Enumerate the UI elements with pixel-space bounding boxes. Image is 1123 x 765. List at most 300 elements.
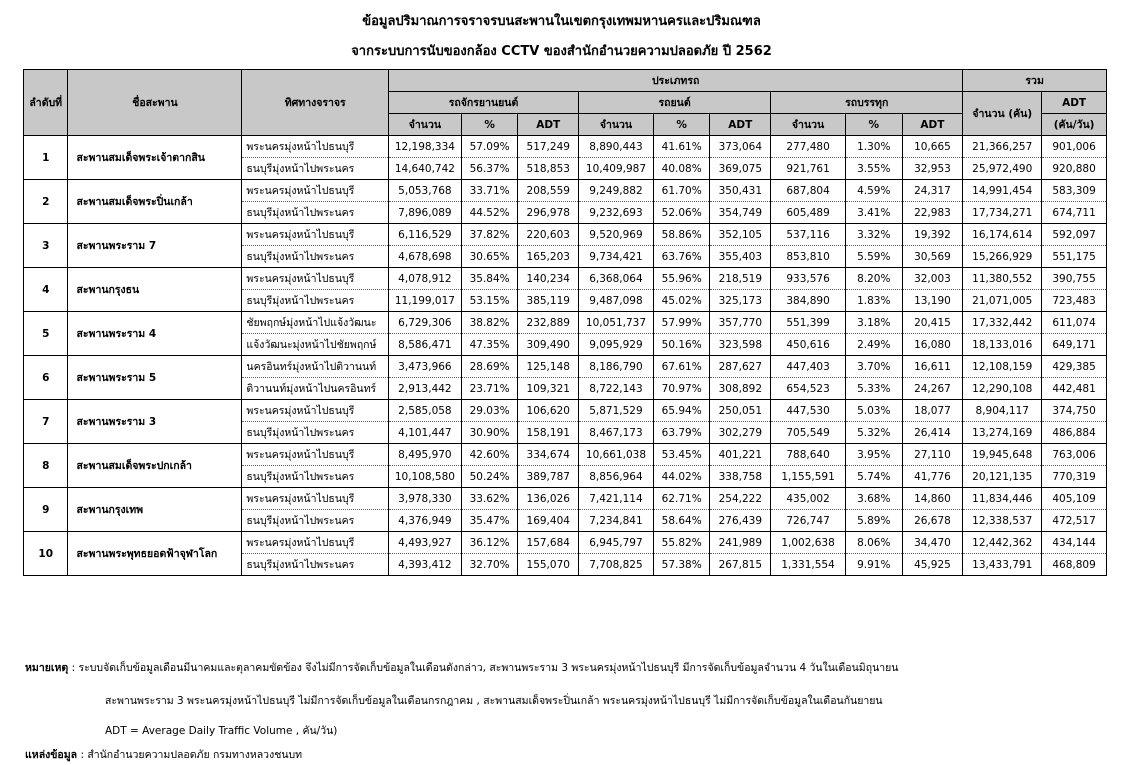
cell-c-pct: 65.94%: [653, 400, 710, 422]
cell-dir: ธนบุรีมุ่งหน้าไปพระนคร: [242, 246, 389, 268]
cell-total: 18,133,016: [963, 334, 1042, 356]
cell-m-pct: 37.82%: [461, 224, 518, 246]
cell-t-adt: 32,953: [902, 158, 963, 180]
cell-m-count: 6,116,529: [389, 224, 462, 246]
cell-c-count: 9,095,929: [579, 334, 654, 356]
cell-t-count: 551,399: [771, 312, 846, 334]
cell-t-pct: 5.74%: [845, 466, 902, 488]
cell-t-pct: 3.95%: [845, 444, 902, 466]
cell-m-adt: 165,203: [518, 246, 579, 268]
table-row: [24, 268, 1107, 290]
cell-t-pct: 5.89%: [845, 510, 902, 532]
cell-c-count: 8,856,964: [579, 466, 654, 488]
cell-c-count: 7,708,825: [579, 554, 654, 576]
cell-m-count: 2,913,442: [389, 378, 462, 400]
cell-t-adt: 24,317: [902, 180, 963, 202]
cell-m-count: 7,896,089: [389, 202, 462, 224]
cell-t-adt: 13,190: [902, 290, 963, 312]
cell-m-adt: 106,620: [518, 400, 579, 422]
cell-m-pct: 30.90%: [461, 422, 518, 444]
cell-t-adt: 16,611: [902, 356, 963, 378]
cell-m-count: 11,199,017: [389, 290, 462, 312]
cell-dir: พระนครมุ่งหน้าไปธนบุรี: [242, 532, 389, 554]
cell-adt: 429,385: [1042, 356, 1107, 378]
cell-t-pct: 5.32%: [845, 422, 902, 444]
cell-t-count: 1,331,554: [771, 554, 846, 576]
cell-m-count: 5,053,768: [389, 180, 462, 202]
table-row: [24, 444, 1107, 466]
cell-total: 21,366,257: [963, 136, 1042, 158]
cell-adt: 486,884: [1042, 422, 1107, 444]
cell-total: 12,338,537: [963, 510, 1042, 532]
cell-adt: 551,175: [1042, 246, 1107, 268]
cell-dir: พระนครมุ่งหน้าไปธนบุรี: [242, 400, 389, 422]
row-number: 10: [24, 532, 68, 576]
cell-total: 17,734,271: [963, 202, 1042, 224]
cell-m-count: 8,586,471: [389, 334, 462, 356]
cell-m-adt: 158,191: [518, 422, 579, 444]
cell-adt: 592,097: [1042, 224, 1107, 246]
cell-dir: นครอินทร์มุ่งหน้าไปติวานนท์: [242, 356, 389, 378]
bridge-name: สะพานพระราม 7: [68, 224, 242, 268]
cell-dir: พระนครมุ่งหน้าไปธนบุรี: [242, 444, 389, 466]
cell-c-pct: 57.38%: [653, 554, 710, 576]
cell-t-adt: 32,003: [902, 268, 963, 290]
note-label: หมายเหตุ: [25, 662, 69, 674]
cell-c-adt: 254,222: [710, 488, 771, 510]
cell-c-count: 7,421,114: [579, 488, 654, 510]
cell-c-pct: 44.02%: [653, 466, 710, 488]
cell-dir: พระนครมุ่งหน้าไปธนบุรี: [242, 268, 389, 290]
cell-t-adt: 26,678: [902, 510, 963, 532]
cell-c-pct: 41.61%: [653, 136, 710, 158]
cell-m-adt: 518,853: [518, 158, 579, 180]
cell-t-count: 450,616: [771, 334, 846, 356]
cell-t-adt: 45,925: [902, 554, 963, 576]
cell-m-pct: 30.65%: [461, 246, 518, 268]
cell-c-count: 6,945,797: [579, 532, 654, 554]
cell-c-adt: 338,758: [710, 466, 771, 488]
cell-m-count: 6,729,306: [389, 312, 462, 334]
cell-m-count: 3,978,330: [389, 488, 462, 510]
cell-c-adt: 401,221: [710, 444, 771, 466]
cell-t-count: 1,155,591: [771, 466, 846, 488]
row-number: 5: [24, 312, 68, 356]
cell-m-adt: 296,978: [518, 202, 579, 224]
cell-t-adt: 20,415: [902, 312, 963, 334]
cell-adt: 405,109: [1042, 488, 1107, 510]
header-t-count: จำนวน: [771, 114, 846, 136]
cell-t-adt: 27,110: [902, 444, 963, 466]
cell-m-adt: 517,249: [518, 136, 579, 158]
cell-adt: 472,517: [1042, 510, 1107, 532]
row-number: 9: [24, 488, 68, 532]
cell-adt: 390,755: [1042, 268, 1107, 290]
cell-t-count: 853,810: [771, 246, 846, 268]
cell-t-adt: 18,077: [902, 400, 963, 422]
bridge-name: สะพานพระราม 3: [68, 400, 242, 444]
cell-t-pct: 8.20%: [845, 268, 902, 290]
cell-adt: 901,006: [1042, 136, 1107, 158]
header-c-adt: ADT: [710, 114, 771, 136]
cell-c-count: 5,871,529: [579, 400, 654, 422]
cell-m-pct: 32.70%: [461, 554, 518, 576]
cell-adt: 723,483: [1042, 290, 1107, 312]
header-m-percent: %: [461, 114, 518, 136]
cell-dir: ติวานนท์มุ่งหน้าไปนครอินทร์: [242, 378, 389, 400]
cell-adt: 920,880: [1042, 158, 1107, 180]
cell-c-pct: 58.86%: [653, 224, 710, 246]
cell-t-adt: 16,080: [902, 334, 963, 356]
cell-c-pct: 67.61%: [653, 356, 710, 378]
cell-t-pct: 3.70%: [845, 356, 902, 378]
cell-c-count: 8,722,143: [579, 378, 654, 400]
cell-c-adt: 373,064: [710, 136, 771, 158]
cell-t-adt: 34,470: [902, 532, 963, 554]
cell-c-adt: 354,749: [710, 202, 771, 224]
cell-dir: พระนครมุ่งหน้าไปธนบุรี: [242, 488, 389, 510]
cell-m-adt: 169,404: [518, 510, 579, 532]
header-bridge: ชื่อสะพาน: [68, 70, 242, 136]
cell-m-count: 14,640,742: [389, 158, 462, 180]
cell-m-pct: 29.03%: [461, 400, 518, 422]
cell-c-pct: 63.79%: [653, 422, 710, 444]
cell-c-pct: 57.99%: [653, 312, 710, 334]
header-total-adt: ADT: [1042, 92, 1107, 114]
cell-t-count: 277,480: [771, 136, 846, 158]
cell-t-count: 447,530: [771, 400, 846, 422]
cell-m-count: 4,376,949: [389, 510, 462, 532]
cell-c-count: 6,368,064: [579, 268, 654, 290]
cell-c-adt: 308,892: [710, 378, 771, 400]
cell-t-count: 605,489: [771, 202, 846, 224]
cell-t-count: 1,002,638: [771, 532, 846, 554]
cell-t-count: 654,523: [771, 378, 846, 400]
cell-c-adt: 250,051: [710, 400, 771, 422]
cell-adt: 374,750: [1042, 400, 1107, 422]
cell-m-pct: 53.15%: [461, 290, 518, 312]
cell-m-pct: 33.71%: [461, 180, 518, 202]
cell-total: 19,945,648: [963, 444, 1042, 466]
note-line-2: สะพานพระราม 3 พระนครมุ่งหน้าไปธนบุรี ไม่มีการจัดเก็บข้อมูลในเดือนกรกฎาคม , สะพานสมเด็จพระปิ่นเกล้า พระนครมุ่งหน้าไปธนบุรี ไม่มีการจัดเก็บข้อมูลในเดือนกันยายน: [105, 695, 883, 707]
cell-dir: พระนครมุ่งหน้าไปธนบุรี: [242, 136, 389, 158]
cell-t-pct: 5.59%: [845, 246, 902, 268]
cell-m-adt: 389,787: [518, 466, 579, 488]
cell-t-count: 726,747: [771, 510, 846, 532]
cell-m-pct: 56.37%: [461, 158, 518, 180]
cell-c-count: 9,734,421: [579, 246, 654, 268]
cell-m-count: 4,393,412: [389, 554, 462, 576]
cell-m-pct: 35.84%: [461, 268, 518, 290]
cell-total: 12,108,159: [963, 356, 1042, 378]
cell-m-count: 4,078,912: [389, 268, 462, 290]
cell-m-count: 8,495,970: [389, 444, 462, 466]
cell-dir: ชัยพฤกษ์มุ่งหน้าไปแจ้งวัฒนะ: [242, 312, 389, 334]
header-truck: รถบรรทุก: [771, 92, 963, 114]
cell-adt: 583,309: [1042, 180, 1107, 202]
cell-c-count: 10,409,987: [579, 158, 654, 180]
header-motorcycle: รถจักรยานยนต์: [389, 92, 579, 114]
cell-total: 11,380,552: [963, 268, 1042, 290]
cell-total: 16,174,614: [963, 224, 1042, 246]
cell-c-count: 8,186,790: [579, 356, 654, 378]
cell-c-pct: 50.16%: [653, 334, 710, 356]
header-m-adt: ADT: [518, 114, 579, 136]
cell-total: 12,442,362: [963, 532, 1042, 554]
cell-c-count: 9,232,693: [579, 202, 654, 224]
cell-t-pct: 1.30%: [845, 136, 902, 158]
row-number: 6: [24, 356, 68, 400]
cell-c-pct: 55.96%: [653, 268, 710, 290]
cell-dir: ธนบุรีมุ่งหน้าไปพระนคร: [242, 466, 389, 488]
cell-total: 8,904,117: [963, 400, 1042, 422]
cell-m-adt: 208,559: [518, 180, 579, 202]
cell-m-adt: 220,603: [518, 224, 579, 246]
row-number: 7: [24, 400, 68, 444]
cell-c-count: 10,051,737: [579, 312, 654, 334]
bridge-name: สะพานพระราม 5: [68, 356, 242, 400]
cell-adt: 763,006: [1042, 444, 1107, 466]
cell-t-pct: 1.83%: [845, 290, 902, 312]
cell-c-adt: 355,403: [710, 246, 771, 268]
cell-dir: ธนบุรีมุ่งหน้าไปพระนคร: [242, 510, 389, 532]
source-line: [25, 746, 302, 763]
cell-t-adt: 30,569: [902, 246, 963, 268]
cell-t-count: 687,804: [771, 180, 846, 202]
bridge-name: สะพานพระราม 4: [68, 312, 242, 356]
cell-c-pct: 55.82%: [653, 532, 710, 554]
header-car: รถยนต์: [579, 92, 771, 114]
cell-m-pct: 28.69%: [461, 356, 518, 378]
cell-m-pct: 33.62%: [461, 488, 518, 510]
cell-total: 11,834,446: [963, 488, 1042, 510]
header-t-adt: ADT: [902, 114, 963, 136]
table-row: [24, 488, 1107, 510]
cell-m-adt: 232,889: [518, 312, 579, 334]
row-number: 1: [24, 136, 68, 180]
note-line-3: ADT = Average Daily Traffic Volume , คัน/วัน): [105, 725, 338, 737]
cell-dir: พระนครมุ่งหน้าไปธนบุรี: [242, 224, 389, 246]
cell-t-count: 537,116: [771, 224, 846, 246]
cell-t-adt: 22,983: [902, 202, 963, 224]
cell-c-count: 9,520,969: [579, 224, 654, 246]
cell-dir: พระนครมุ่งหน้าไปธนบุรี: [242, 180, 389, 202]
cell-t-count: 788,640: [771, 444, 846, 466]
table-header: [24, 70, 1107, 136]
note-line-1: [25, 659, 898, 676]
cell-c-adt: 267,815: [710, 554, 771, 576]
cell-c-pct: 58.64%: [653, 510, 710, 532]
cell-t-count: 447,403: [771, 356, 846, 378]
cell-t-pct: 8.06%: [845, 532, 902, 554]
cell-m-pct: 42.60%: [461, 444, 518, 466]
cell-c-count: 9,487,098: [579, 290, 654, 312]
cell-t-pct: 3.18%: [845, 312, 902, 334]
cell-adt: 649,171: [1042, 334, 1107, 356]
cell-m-count: 4,678,698: [389, 246, 462, 268]
note-text-1: : ระบบจัดเก็บข้อมูลเดือนมีนาคมและตุลาคมขัดข้อง จึงไม่มีการจัดเก็บข้อมูลในเดือนดังกล่าว, สะพานพระราม 3 พระนครมุ่งหน้าไปธนบุรี มีการจัดเก็บข้อมูลจำนวน 4 วันในเดือนมิถุนายน: [71, 662, 899, 674]
cell-c-pct: 62.71%: [653, 488, 710, 510]
cell-m-adt: 125,148: [518, 356, 579, 378]
cell-m-pct: 47.35%: [461, 334, 518, 356]
bridge-name: สะพานสมเด็จพระเจ้าตากสิน: [68, 136, 242, 180]
cell-dir: ธนบุรีมุ่งหน้าไปพระนคร: [242, 290, 389, 312]
cell-c-adt: 357,770: [710, 312, 771, 334]
traffic-table: [23, 69, 1107, 576]
header-c-percent: %: [653, 114, 710, 136]
cell-t-count: 384,890: [771, 290, 846, 312]
header-c-count: จำนวน: [579, 114, 654, 136]
cell-t-pct: 2.49%: [845, 334, 902, 356]
header-total-adt-unit: (คัน/วัน): [1042, 114, 1107, 136]
cell-c-pct: 53.45%: [653, 444, 710, 466]
cell-m-adt: 385,119: [518, 290, 579, 312]
cell-m-count: 12,198,334: [389, 136, 462, 158]
bridge-name: สะพานสมเด็จพระปิ่นเกล้า: [68, 180, 242, 224]
cell-t-pct: 4.59%: [845, 180, 902, 202]
cell-adt: 611,074: [1042, 312, 1107, 334]
cell-total: 15,266,929: [963, 246, 1042, 268]
cell-t-adt: 10,665: [902, 136, 963, 158]
cell-m-count: 3,473,966: [389, 356, 462, 378]
cell-m-count: 2,585,058: [389, 400, 462, 422]
cell-total: 12,290,108: [963, 378, 1042, 400]
cell-m-adt: 136,026: [518, 488, 579, 510]
cell-c-count: 8,890,443: [579, 136, 654, 158]
cell-t-pct: 3.68%: [845, 488, 902, 510]
bridge-name: สะพานกรุงธน: [68, 268, 242, 312]
cell-total: 14,991,454: [963, 180, 1042, 202]
cell-m-adt: 157,684: [518, 532, 579, 554]
cell-c-adt: 352,105: [710, 224, 771, 246]
cell-t-count: 921,761: [771, 158, 846, 180]
cell-total: 13,433,791: [963, 554, 1042, 576]
row-number: 3: [24, 224, 68, 268]
cell-c-adt: 287,627: [710, 356, 771, 378]
cell-total: 21,071,005: [963, 290, 1042, 312]
cell-c-adt: 369,075: [710, 158, 771, 180]
cell-adt: 770,319: [1042, 466, 1107, 488]
cell-t-count: 933,576: [771, 268, 846, 290]
cell-m-pct: 44.52%: [461, 202, 518, 224]
cell-t-pct: 5.33%: [845, 378, 902, 400]
table-row: [24, 532, 1107, 554]
cell-t-adt: 41,776: [902, 466, 963, 488]
cell-adt: 468,809: [1042, 554, 1107, 576]
header-direction: ทิศทางจราจร: [242, 70, 389, 136]
bridge-name: สะพานสมเด็จพระปกเกล้า: [68, 444, 242, 488]
header-no: ลำดับที่: [24, 70, 68, 136]
cell-m-count: 4,101,447: [389, 422, 462, 444]
table-row: [24, 180, 1107, 202]
cell-m-pct: 36.12%: [461, 532, 518, 554]
row-number: 8: [24, 444, 68, 488]
source-label: แหล่งข้อมูล: [25, 749, 78, 761]
header-m-count: จำนวน: [389, 114, 462, 136]
table-row: [24, 224, 1107, 246]
cell-m-pct: 57.09%: [461, 136, 518, 158]
row-number: 2: [24, 180, 68, 224]
cell-c-pct: 61.70%: [653, 180, 710, 202]
cell-total: 17,332,442: [963, 312, 1042, 334]
cell-t-pct: 3.55%: [845, 158, 902, 180]
cell-m-pct: 23.71%: [461, 378, 518, 400]
cell-adt: 674,711: [1042, 202, 1107, 224]
cell-c-pct: 45.02%: [653, 290, 710, 312]
cell-m-adt: 109,321: [518, 378, 579, 400]
cell-t-pct: 3.41%: [845, 202, 902, 224]
table-body: [24, 136, 1107, 576]
table-row: [24, 136, 1107, 158]
cell-t-adt: 26,414: [902, 422, 963, 444]
cell-t-pct: 9.91%: [845, 554, 902, 576]
cell-c-count: 9,249,882: [579, 180, 654, 202]
cell-adt: 442,481: [1042, 378, 1107, 400]
cell-m-adt: 309,490: [518, 334, 579, 356]
table-row: [24, 312, 1107, 334]
page-title: ข้อมูลปริมาณการจราจรบนสะพานในเขตกรุงเทพมหานครและปริมณฑล: [362, 14, 761, 29]
source-text: : สำนักอำนวยความปลอดภัย กรมทางหลวงชนบท: [80, 749, 303, 761]
cell-total: 20,121,135: [963, 466, 1042, 488]
cell-m-pct: 35.47%: [461, 510, 518, 532]
header-total: รวม: [963, 70, 1107, 92]
cell-adt: 434,144: [1042, 532, 1107, 554]
cell-dir: ธนบุรีมุ่งหน้าไปพระนคร: [242, 422, 389, 444]
cell-c-count: 10,661,038: [579, 444, 654, 466]
cell-total: 13,274,169: [963, 422, 1042, 444]
cell-c-pct: 70.97%: [653, 378, 710, 400]
cell-m-pct: 38.82%: [461, 312, 518, 334]
cell-m-adt: 140,234: [518, 268, 579, 290]
cell-c-adt: 218,519: [710, 268, 771, 290]
cell-c-adt: 323,598: [710, 334, 771, 356]
cell-t-adt: 14,860: [902, 488, 963, 510]
cell-c-adt: 302,279: [710, 422, 771, 444]
page-subtitle: จากระบบการนับของกล้อง CCTV ของสำนักอำนวยความปลอดภัย ปี 2562: [351, 44, 772, 59]
cell-m-count: 10,108,580: [389, 466, 462, 488]
table-row: [24, 400, 1107, 422]
bridge-name: สะพานกรุงเทพ: [68, 488, 242, 532]
table-row: [24, 356, 1107, 378]
cell-c-adt: 350,431: [710, 180, 771, 202]
cell-c-adt: 276,439: [710, 510, 771, 532]
bridge-name: สะพานพระพุทธยอดฟ้าจุฬาโลก: [68, 532, 242, 576]
cell-m-adt: 334,674: [518, 444, 579, 466]
cell-c-pct: 52.06%: [653, 202, 710, 224]
cell-t-count: 435,002: [771, 488, 846, 510]
header-total-count: จำนวน (คัน): [963, 92, 1042, 136]
cell-t-pct: 3.32%: [845, 224, 902, 246]
cell-c-pct: 40.08%: [653, 158, 710, 180]
header-t-percent: %: [845, 114, 902, 136]
cell-c-count: 7,234,841: [579, 510, 654, 532]
cell-t-adt: 19,392: [902, 224, 963, 246]
cell-dir: ธนบุรีมุ่งหน้าไปพระนคร: [242, 554, 389, 576]
cell-c-count: 8,467,173: [579, 422, 654, 444]
cell-m-adt: 155,070: [518, 554, 579, 576]
cell-total: 25,972,490: [963, 158, 1042, 180]
header-vehicle-type: ประเภทรถ: [389, 70, 963, 92]
cell-c-adt: 325,173: [710, 290, 771, 312]
cell-dir: ธนบุรีมุ่งหน้าไปพระนคร: [242, 202, 389, 224]
cell-dir: ธนบุรีมุ่งหน้าไปพระนคร: [242, 158, 389, 180]
cell-t-count: 705,549: [771, 422, 846, 444]
cell-t-pct: 5.03%: [845, 400, 902, 422]
cell-dir: แจ้งวัฒนะมุ่งหน้าไปชัยพฤกษ์: [242, 334, 389, 356]
cell-m-count: 4,493,927: [389, 532, 462, 554]
cell-c-adt: 241,989: [710, 532, 771, 554]
cell-c-pct: 63.76%: [653, 246, 710, 268]
